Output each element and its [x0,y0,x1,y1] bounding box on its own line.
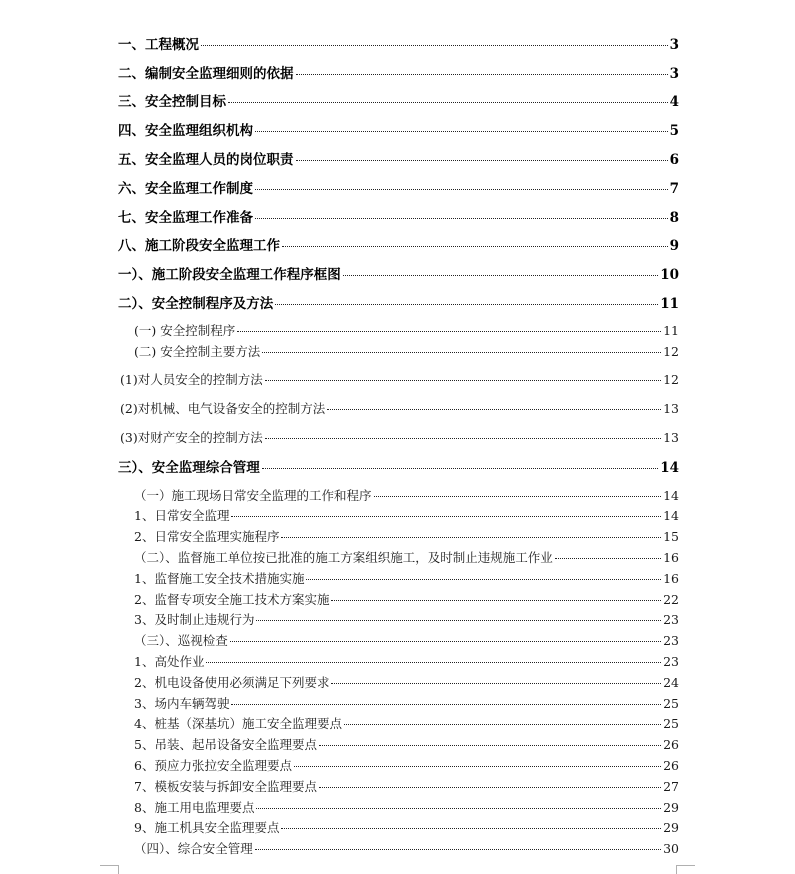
toc-entry-page: 7 [669,181,679,197]
dot-leader [327,409,661,410]
toc-entry-text: (一) 安全控制程序 [134,323,236,338]
toc-entry[interactable] [134,486,679,504]
toc-entry-text: 三）、安全监理综合管理 [118,460,260,476]
toc-entry-page: 30 [663,841,679,856]
toc-entry[interactable] [134,673,679,691]
toc-entry[interactable] [118,62,679,82]
toc-entry[interactable] [120,370,679,388]
toc-entry[interactable] [134,798,679,816]
toc-entry-text: (3)对财产安全的控制方法 [120,430,263,445]
toc-entry-page: 3 [669,37,679,53]
dot-leader [237,331,661,332]
toc-entry[interactable] [118,292,679,312]
dot-leader [265,438,661,439]
dot-leader [228,102,668,103]
toc-entry[interactable] [134,839,679,857]
toc-entry[interactable] [134,777,679,795]
toc-entry-page: 22 [663,592,679,607]
toc-entry-page: 25 [663,696,679,711]
toc-entry-page: 29 [663,800,679,815]
dot-leader [262,468,658,469]
toc-entry-text: 7、模板安装与拆卸安全监理要点 [134,779,317,794]
toc-entry-page: 26 [663,758,679,773]
toc-entry-text: 9、施工机具安全监理要点 [134,820,280,835]
toc-entry-page: 27 [663,779,679,794]
dot-leader [255,131,668,132]
toc-entry-text: 五、安全监理人员的岗位职责 [118,152,294,168]
toc-entry[interactable] [134,610,679,628]
toc-entry-text: 一）、施工阶段安全监理工作程序框图 [118,267,341,283]
toc-entry-text: 2、监督专项安全施工技术方案实施 [134,592,330,607]
toc-entry-page: 29 [663,820,679,835]
dot-leader [255,849,661,850]
toc-entry-text: 1、高处作业 [134,654,205,669]
toc-entry[interactable] [134,714,679,732]
toc-entry-text: 二、编制安全监理细则的依据 [118,66,294,82]
toc-entry[interactable] [134,631,679,649]
toc-entry-text: 2、机电设备使用必须满足下列要求 [134,675,330,690]
toc-entry-text: 3、及时制止违规行为 [134,612,255,627]
toc-entry[interactable] [118,33,679,53]
toc-entry-text: 4、桩基（深基坑）施工安全监理要点 [134,716,342,731]
toc-entry-text: 5、吊装、起吊设备安全监理要点 [134,737,317,752]
dot-leader [230,641,661,642]
toc-entry-page: 9 [669,238,679,254]
toc-entry-page: 3 [669,66,679,82]
toc-entry-text: 七、安全监理工作准备 [118,210,253,226]
toc-entry-page: 26 [663,737,679,752]
toc-entry[interactable] [134,735,679,753]
dot-leader [206,662,661,663]
toc-entry[interactable] [118,148,679,168]
dot-leader [265,380,661,381]
toc-entry[interactable] [134,569,679,587]
toc-entry-text: 1、日常安全监理 [134,508,230,523]
page-corner-mark-right [676,865,695,874]
toc-entry-page: 12 [663,344,679,359]
toc-entry[interactable] [134,548,679,566]
toc-entry-text: 2、日常安全监理实施程序 [134,529,280,544]
toc-entry[interactable] [134,527,679,545]
dot-leader [374,496,662,497]
toc-entry-page: 25 [663,716,679,731]
toc-entry-text: 六、安全监理工作制度 [118,181,253,197]
dot-leader [201,45,668,46]
toc-entry-text: (1)对人员安全的控制方法 [120,372,263,387]
dot-leader [281,537,661,538]
toc-entry-text: 八、施工阶段安全监理工作 [118,238,280,254]
toc-entry-page: 4 [669,94,679,110]
toc-entry-text: 一、工程概况 [118,37,199,53]
toc-entry[interactable] [118,456,679,476]
dot-leader [296,74,668,75]
toc-entry-text: （二）、监督施工单位按已批准的施工方案组织施工，及时制止违规施工作业 [134,550,553,565]
toc-entry-text: （一）施工现场日常安全监理的工作和程序 [134,488,372,503]
toc-entry[interactable] [134,342,679,360]
dot-leader [306,579,661,580]
dot-leader [255,189,668,190]
toc-entry-page: 8 [669,210,679,226]
dot-leader [275,304,658,305]
toc-entry[interactable] [134,694,679,712]
toc-entry-page: 13 [663,401,679,416]
dot-leader [281,828,661,829]
dot-leader [343,275,658,276]
toc-entry-text: 8、施工用电监理要点 [134,800,255,815]
toc-entry[interactable] [134,818,679,836]
toc-entry-page: 13 [663,430,679,445]
toc-entry[interactable] [118,90,679,110]
toc-entry-text: （四）、综合安全管理 [134,841,253,856]
toc-entry-page: 12 [663,372,679,387]
toc-entry-text: （三）、巡视检查 [134,633,228,648]
page-corner-mark-left [100,865,119,874]
toc-entry-page: 23 [663,654,679,669]
dot-leader [294,766,661,767]
dot-leader [231,516,661,517]
toc-entry-text: (二) 安全控制主要方法 [134,344,261,359]
toc-entry-page: 23 [663,633,679,648]
dot-leader [319,787,661,788]
toc-entry-page: 14 [663,488,679,503]
dot-leader [331,600,661,601]
dot-leader [555,558,661,559]
dot-leader [255,218,668,219]
toc-entry-page: 5 [669,123,679,139]
toc-entry[interactable] [118,119,679,139]
dot-leader [262,352,661,353]
toc-entry[interactable] [118,206,679,226]
toc-entry[interactable] [134,652,679,670]
toc-entry-page: 15 [663,529,679,544]
toc-entry-page: 16 [663,550,679,565]
toc-entry-page: 24 [663,675,679,690]
dot-leader [256,620,661,621]
dot-leader [344,724,661,725]
toc-entry-text: 三、安全控制目标 [118,94,226,110]
dot-leader [296,160,668,161]
toc-entry-text: 四、安全监理组织机构 [118,123,253,139]
toc-entry-page: 10 [660,267,679,283]
toc-entry[interactable] [118,263,679,283]
toc-entry-page: 14 [663,508,679,523]
toc-entry-page: 6 [669,152,679,168]
toc-entry-text: (2)对机械、电气设备安全的控制方法 [120,401,326,416]
toc-entry[interactable] [134,756,679,774]
dot-leader [256,808,661,809]
dot-leader [231,704,661,705]
toc-entry[interactable] [120,428,679,446]
dot-leader [319,745,661,746]
toc-entry-page: 16 [663,571,679,586]
toc-entry-text: 6、预应力张拉安全监理要点 [134,758,292,773]
toc-entry-text: 二）、安全控制程序及方法 [118,296,274,312]
toc-entry[interactable] [118,177,679,197]
toc-entry[interactable] [134,590,679,608]
toc-entry[interactable] [134,506,679,524]
toc-entry-text: 3、场内车辆驾驶 [134,696,230,711]
dot-leader [331,683,661,684]
toc-entry-text: 1、监督施工安全技术措施实施 [134,571,305,586]
toc-entry[interactable] [120,399,679,417]
dot-leader [282,246,668,247]
toc-entry[interactable] [118,234,679,254]
toc-entry[interactable] [134,321,679,339]
toc-entry-page: 11 [660,296,679,312]
toc-entry-page: 23 [663,612,679,627]
toc-entry-page: 14 [660,460,679,476]
toc-entry-page: 11 [663,323,679,338]
